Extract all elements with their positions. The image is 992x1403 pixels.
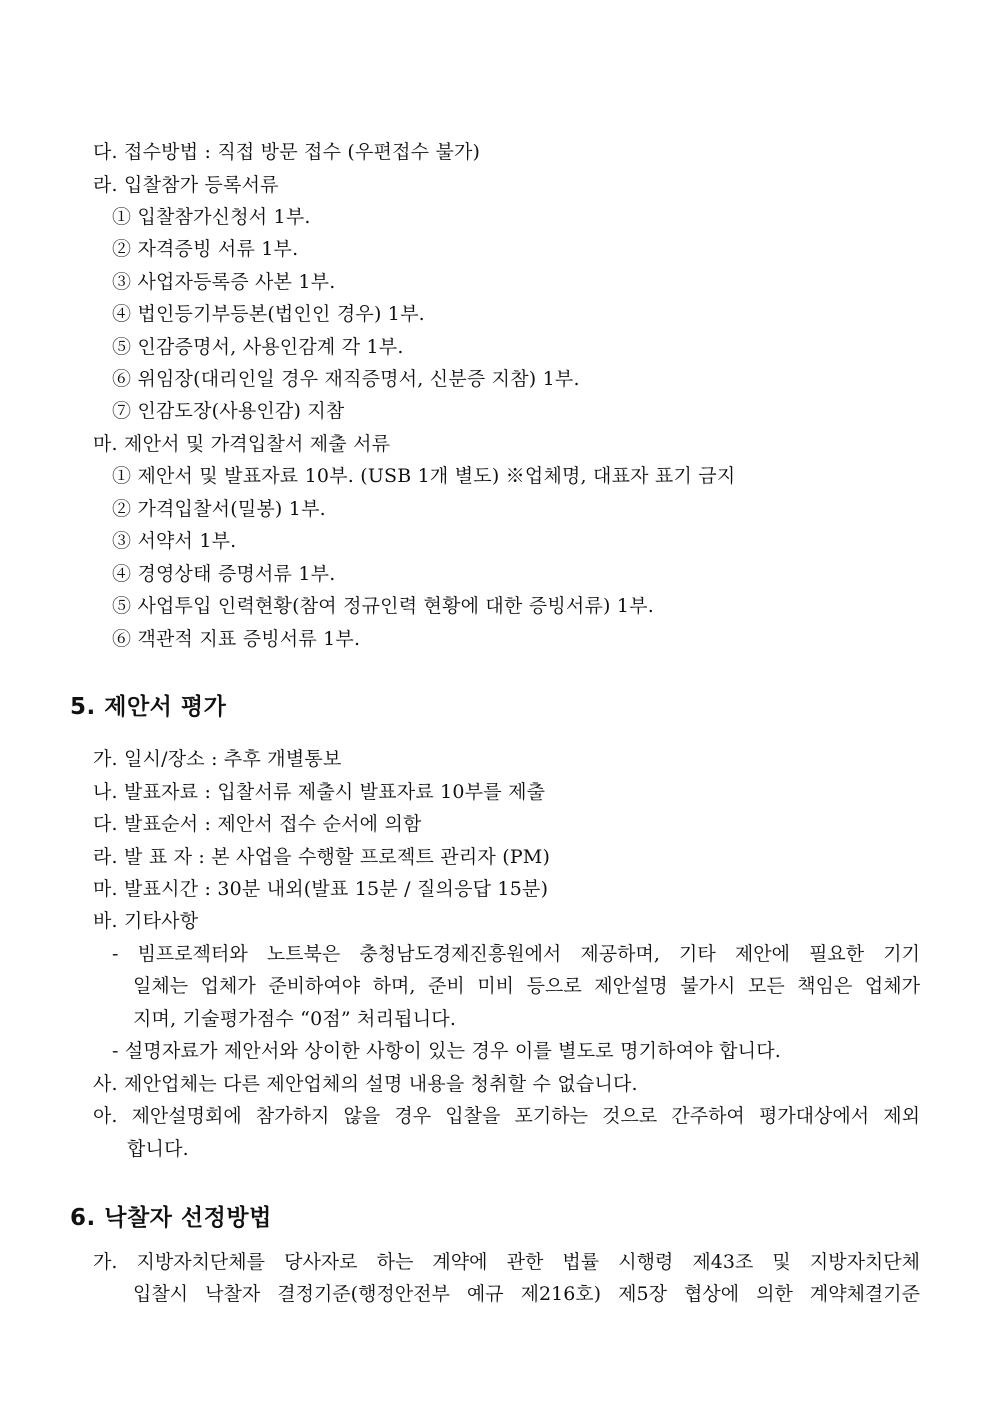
submission-doc-item: ② 가격입찰서(밀봉) 1부. <box>112 498 326 520</box>
receipt-method: 다. 접수방법 : 직접 방문 접수 (우편접수 불가) <box>93 141 481 163</box>
etc-bullet-line: - 빔프로젝터와 노트북은 충청남도경제진흥원에서 제공하며, 기타 제안에 필요한 기기 <box>112 943 920 965</box>
evaluation-item: 가. 일시/장소 : 추후 개별통보 <box>93 748 342 770</box>
registration-docs-title: 라. 입찰참가 등록서류 <box>93 174 279 196</box>
etc-bullet-line: - 설명자료가 제안서와 상이한 사항이 있는 경우 이를 별도로 명기하여야 합니다. <box>112 1040 781 1062</box>
section-6-heading: 6. 낙찰자 선정방법 <box>70 1205 272 1231</box>
etc-bullet-line: 지며, 기술평가점수 “0점” 처리됩니다. <box>133 1008 457 1030</box>
evaluation-item: 아. 제안설명회에 참가하지 않을 경우 입찰을 포기하는 것으로 간주하여 평가대상에서 제외 <box>93 1105 920 1127</box>
registration-doc-item: ① 입찰참가신청서 1부. <box>112 206 311 228</box>
registration-doc-item: ② 자격증빙 서류 1부. <box>112 238 299 260</box>
registration-doc-item: ⑤ 인감증명서, 사용인감계 각 1부. <box>112 336 404 358</box>
evaluation-item-continuation: 합니다. <box>127 1138 189 1160</box>
evaluation-item: 라. 발 표 자 : 본 사업을 수행할 프로젝트 관리자 (PM) <box>93 846 551 868</box>
evaluation-item: 사. 제안업체는 다른 제안업체의 설명 내용을 청취할 수 없습니다. <box>93 1073 638 1095</box>
submission-docs-title: 마. 제안서 및 가격입찰서 제출 서류 <box>93 433 391 455</box>
etc-bullet-line: 일체는 업체가 준비하여야 하며, 준비 미비 등으로 제안설명 불가시 모든 책임은 업체가 <box>133 975 920 997</box>
submission-doc-item: ④ 경영상태 증명서류 1부. <box>112 563 336 585</box>
registration-doc-item: ③ 사업자등록증 사본 1부. <box>112 271 336 293</box>
submission-doc-item: ① 제안서 및 발표자료 10부. (USB 1개 별도) ※업체명, 대표자 표기 금지 <box>112 465 736 487</box>
evaluation-item: 마. 발표시간 : 30분 내외(발표 15분 / 질의응답 15분) <box>93 878 549 900</box>
submission-doc-item: ③ 서약서 1부. <box>112 530 237 552</box>
section-5-heading: 5. 제안서 평가 <box>70 694 227 720</box>
winner-selection-item-continuation: 입찰시 낙찰자 결정기준(행정안전부 예규 제216호) 제5장 협상에 의한 계약체결기준 <box>133 1283 920 1305</box>
evaluation-item: 나. 발표자료 : 입찰서류 제출시 발표자료 10부를 제출 <box>93 781 546 803</box>
submission-doc-item: ⑥ 객관적 지표 증빙서류 1부. <box>112 628 361 650</box>
registration-doc-item: ⑥ 위임장(대리인일 경우 재직증명서, 신분증 지참) 1부. <box>112 368 580 390</box>
evaluation-item: 바. 기타사항 <box>93 910 199 932</box>
registration-doc-item: ⑦ 인감도장(사용인감) 지참 <box>112 400 345 422</box>
winner-selection-item: 가. 지방자치단체를 당사자로 하는 계약에 관한 법률 시행령 제43조 및 지방자치단체 <box>93 1251 920 1273</box>
evaluation-item: 다. 발표순서 : 제안서 접수 순서에 의함 <box>93 813 422 835</box>
submission-doc-item: ⑤ 사업투입 인력현황(참여 정규인력 현황에 대한 증빙서류) 1부. <box>112 595 654 617</box>
registration-doc-item: ④ 법인등기부등본(법인인 경우) 1부. <box>112 303 425 325</box>
